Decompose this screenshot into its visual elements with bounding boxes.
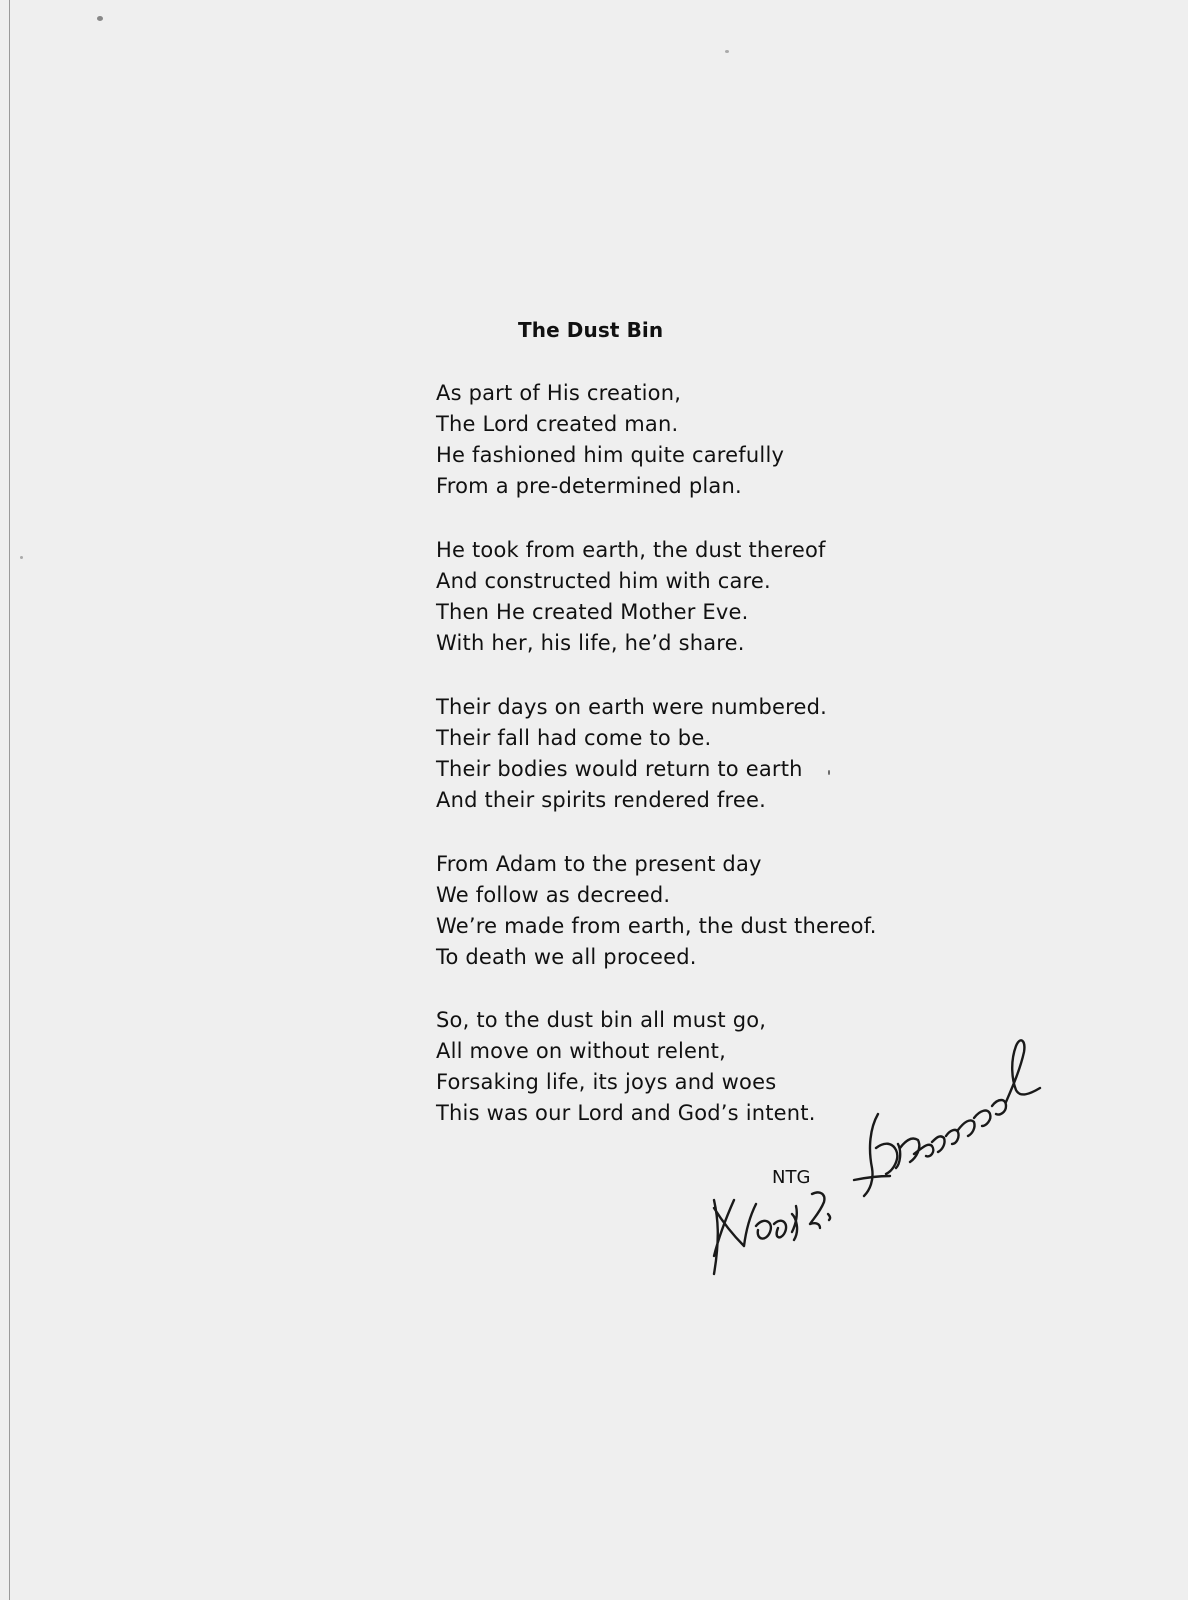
poem-line: He fashioned him quite carefully — [436, 443, 785, 467]
scan-speck — [828, 770, 830, 775]
poem-line: As part of His creation, — [436, 381, 682, 405]
poem-line: Their bodies would return to earth — [436, 757, 803, 781]
poem-line: Their fall had come to be. — [436, 726, 712, 750]
handwritten-signature — [700, 1018, 1080, 1288]
poem-line: So, to the dust bin all must go, — [436, 1008, 767, 1032]
poem-line: Their days on earth were numbered. — [436, 695, 828, 719]
poem-line: From Adam to the present day — [436, 852, 762, 876]
stanza-1 — [436, 378, 784, 502]
poem-line: The Lord created man. — [436, 412, 679, 436]
scan-edge-line — [9, 0, 10, 1600]
stanza-2 — [436, 535, 826, 659]
author-initials: NTG — [772, 1167, 811, 1188]
signature-ink — [714, 1040, 1040, 1274]
poem-line: This was our Lord and God’s intent. — [436, 1101, 816, 1125]
poem-line: Then He created Mother Eve. — [436, 600, 749, 624]
poem-title: The Dust Bin — [518, 318, 664, 342]
poem-line: And constructed him with care. — [436, 569, 771, 593]
stanza-3 — [436, 692, 827, 816]
poem-line: With her, his life, he’d share. — [436, 631, 745, 655]
scan-speck — [20, 556, 23, 559]
stanza-4 — [436, 849, 877, 973]
poem-line: We follow as decreed. — [436, 883, 671, 907]
poem-line: All move on without relent, — [436, 1039, 726, 1063]
scan-speck — [725, 50, 729, 53]
poem-line: From a pre-determined plan. — [436, 474, 742, 498]
poem-line: Forsaking life, its joys and woes — [436, 1070, 777, 1094]
poem-line: We’re made from earth, the dust thereof. — [436, 914, 877, 938]
scan-speck — [97, 16, 103, 21]
poem-line: To death we all proceed. — [436, 945, 697, 969]
poem-line: He took from earth, the dust thereof — [436, 538, 826, 562]
poem-line: And their spirits rendered free. — [436, 788, 766, 812]
